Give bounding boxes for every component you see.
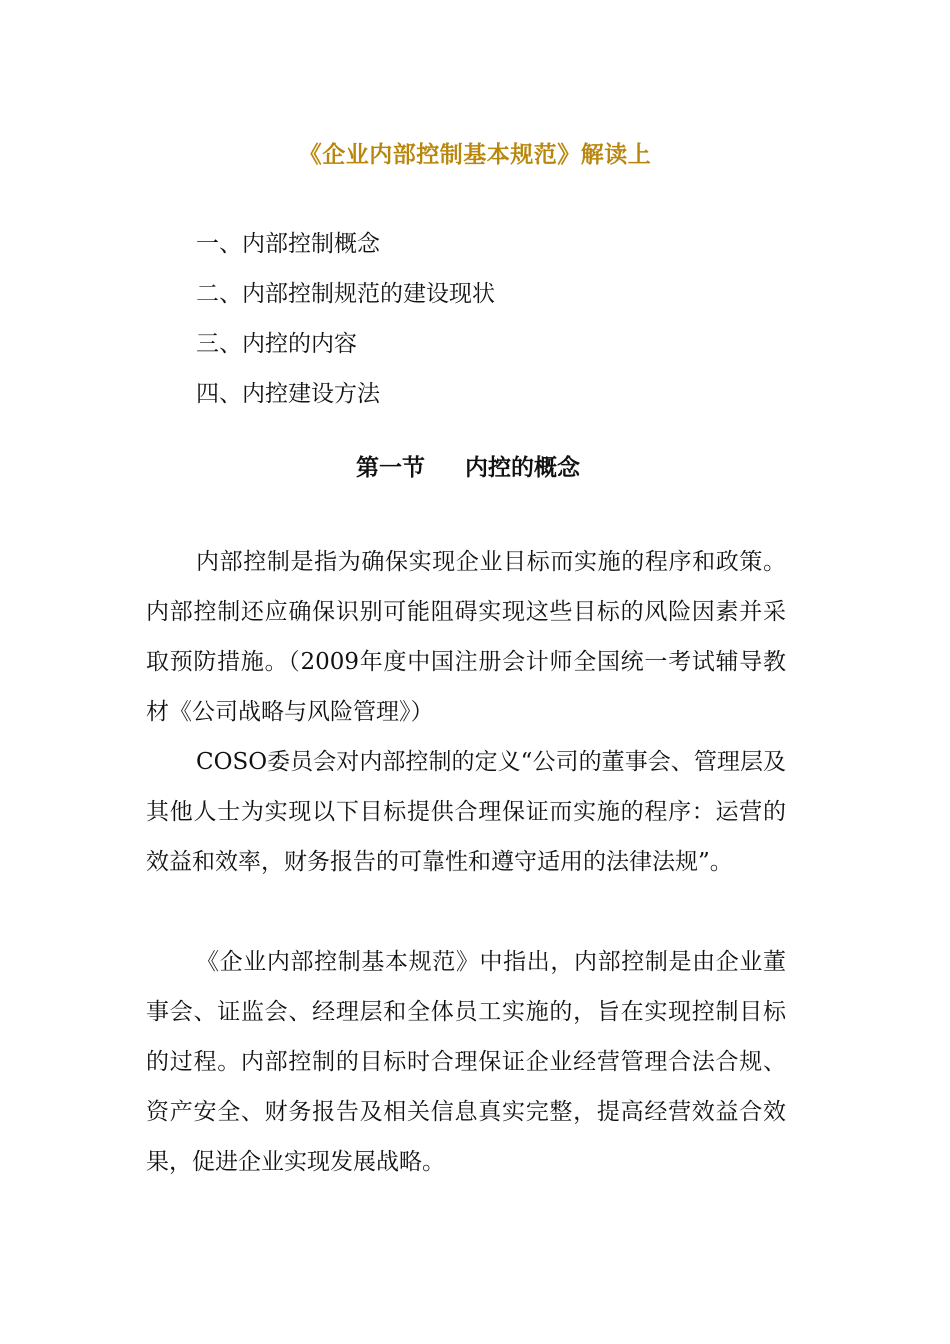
paragraph: 内部控制是指为确保实现企业目标而实施的程序和政策。内部控制还应确保识别可能阻碍实现这些目标的风险因素并采取预防措施。（2009年度中国注册会计师全国统一考试辅导教材《公司战略与风险管理》） — [146, 549, 786, 725]
toc-item: 二、内部控制规范的建设现状 — [196, 281, 495, 307]
section-heading — [356, 449, 580, 482]
table-of-contents — [196, 228, 495, 428]
document-title: 《企业内部控制基本规范》解读上 — [298, 141, 652, 168]
toc-item: 一、内部控制概念 — [196, 231, 380, 257]
toc-item: 四、内控建设方法 — [196, 381, 380, 407]
paragraph: COSO委员会对内部控制的定义“公司的董事会、管理层及其他人士为实现以下目标提供合理保证而实施的程序：运营的效益和效率，财务报告的可靠性和遵守适用的法律法规”。 — [146, 749, 786, 875]
section-number: 第一节 — [356, 454, 425, 481]
paragraph: 《企业内部控制基本规范》中指出，内部控制是由企业董事会、证监会、经理层和全体员工实施的，旨在实现控制目标的过程。内部控制的目标时合理保证企业经营管理合法合规、资产安全、财务报告及相关信息真实完整，提高经营效益合效果，促进企业实现发展战略。 — [146, 949, 786, 1175]
section-title: 内控的概念 — [465, 454, 580, 481]
toc-item: 三、内控的内容 — [196, 331, 357, 357]
